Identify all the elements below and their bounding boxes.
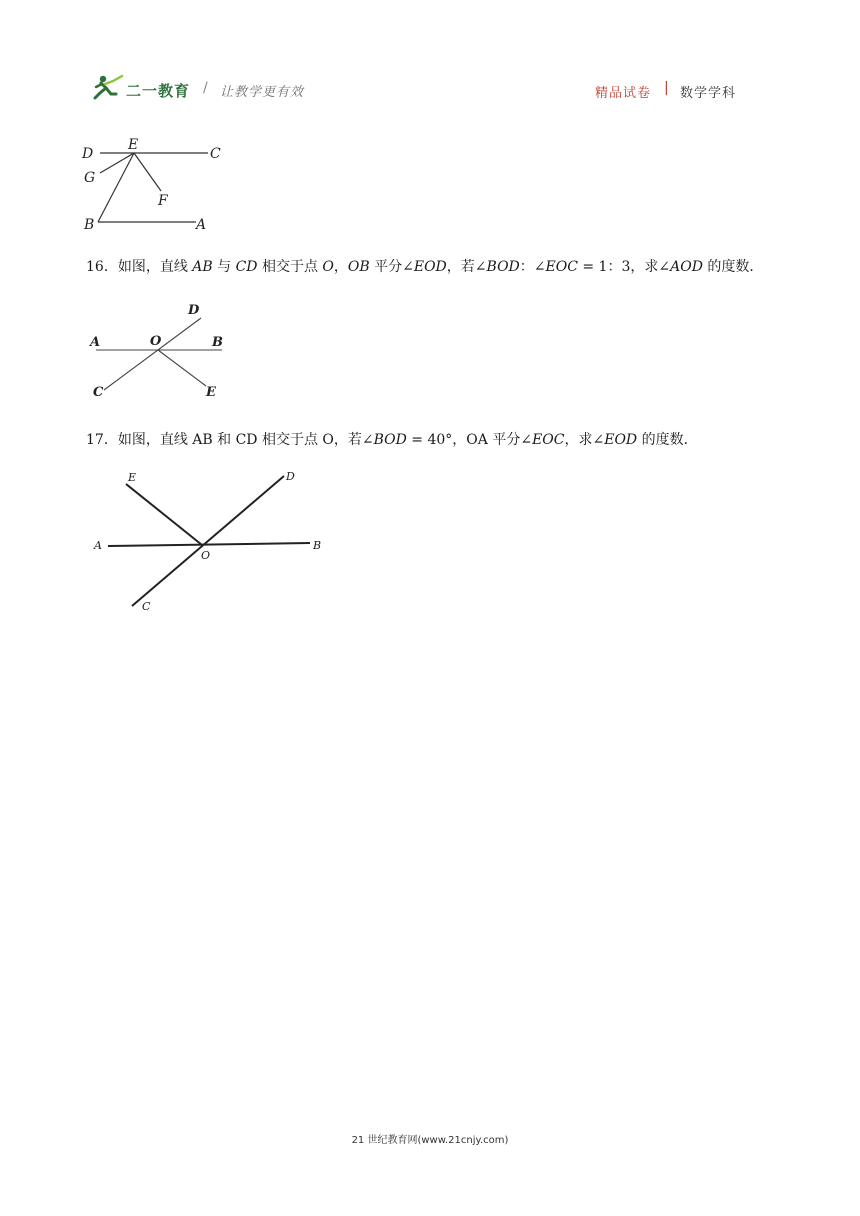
line-CD bbox=[132, 476, 284, 606]
header-tag-quality: 精品试卷 bbox=[595, 86, 652, 101]
figure-15-diagram bbox=[78, 135, 238, 235]
label-O: O bbox=[150, 334, 162, 349]
label-D: D bbox=[82, 146, 94, 162]
label-C: C bbox=[93, 385, 104, 400]
label-B: B bbox=[212, 335, 223, 350]
header-tag-subject: 数学学科 bbox=[680, 86, 737, 101]
label-C: C bbox=[142, 600, 151, 613]
ray-OE bbox=[158, 350, 206, 386]
label-A: A bbox=[90, 335, 101, 350]
question-17-text: 17．如图，直线 AB 和 CD 相交于点 O，若∠BOD = 40°，OA 平分∠EOC，求∠EOD 的度数． bbox=[86, 432, 698, 448]
label-B: B bbox=[84, 217, 95, 233]
runner-logo-icon bbox=[92, 74, 124, 102]
page-footer: 21 世纪教育网(www.21cnjy.com) bbox=[351, 1135, 509, 1146]
brand-name: 二一教育 bbox=[126, 82, 191, 100]
ray-OE bbox=[126, 484, 202, 545]
figure-16-diagram bbox=[88, 298, 238, 402]
header-tag-divider: | bbox=[664, 80, 669, 96]
label-A: A bbox=[94, 539, 102, 552]
page-header bbox=[0, 0, 860, 110]
label-O: O bbox=[201, 549, 211, 562]
label-C: C bbox=[210, 146, 221, 162]
label-E: E bbox=[206, 385, 216, 400]
ray-EF bbox=[134, 153, 161, 191]
label-D: D bbox=[286, 470, 295, 483]
line-AB bbox=[108, 543, 310, 546]
label-E: E bbox=[128, 471, 137, 484]
label-A: A bbox=[196, 217, 207, 233]
label-E: E bbox=[128, 137, 139, 153]
label-D: D bbox=[188, 303, 200, 318]
label-G: G bbox=[84, 170, 96, 186]
label-F: F bbox=[158, 193, 168, 209]
brand-divider: / bbox=[203, 80, 208, 96]
question-16-text: 16．如图，直线 AB 与 CD 相交于点 O，OB 平分∠EOD，若∠BOD：∠EOC = 1：3，求∠AOD 的度数． bbox=[86, 259, 764, 275]
line-CD bbox=[104, 318, 201, 390]
brand-slogan: 让教学更有效 bbox=[220, 85, 305, 100]
label-B: B bbox=[313, 539, 322, 552]
figure-17-diagram bbox=[88, 462, 328, 617]
